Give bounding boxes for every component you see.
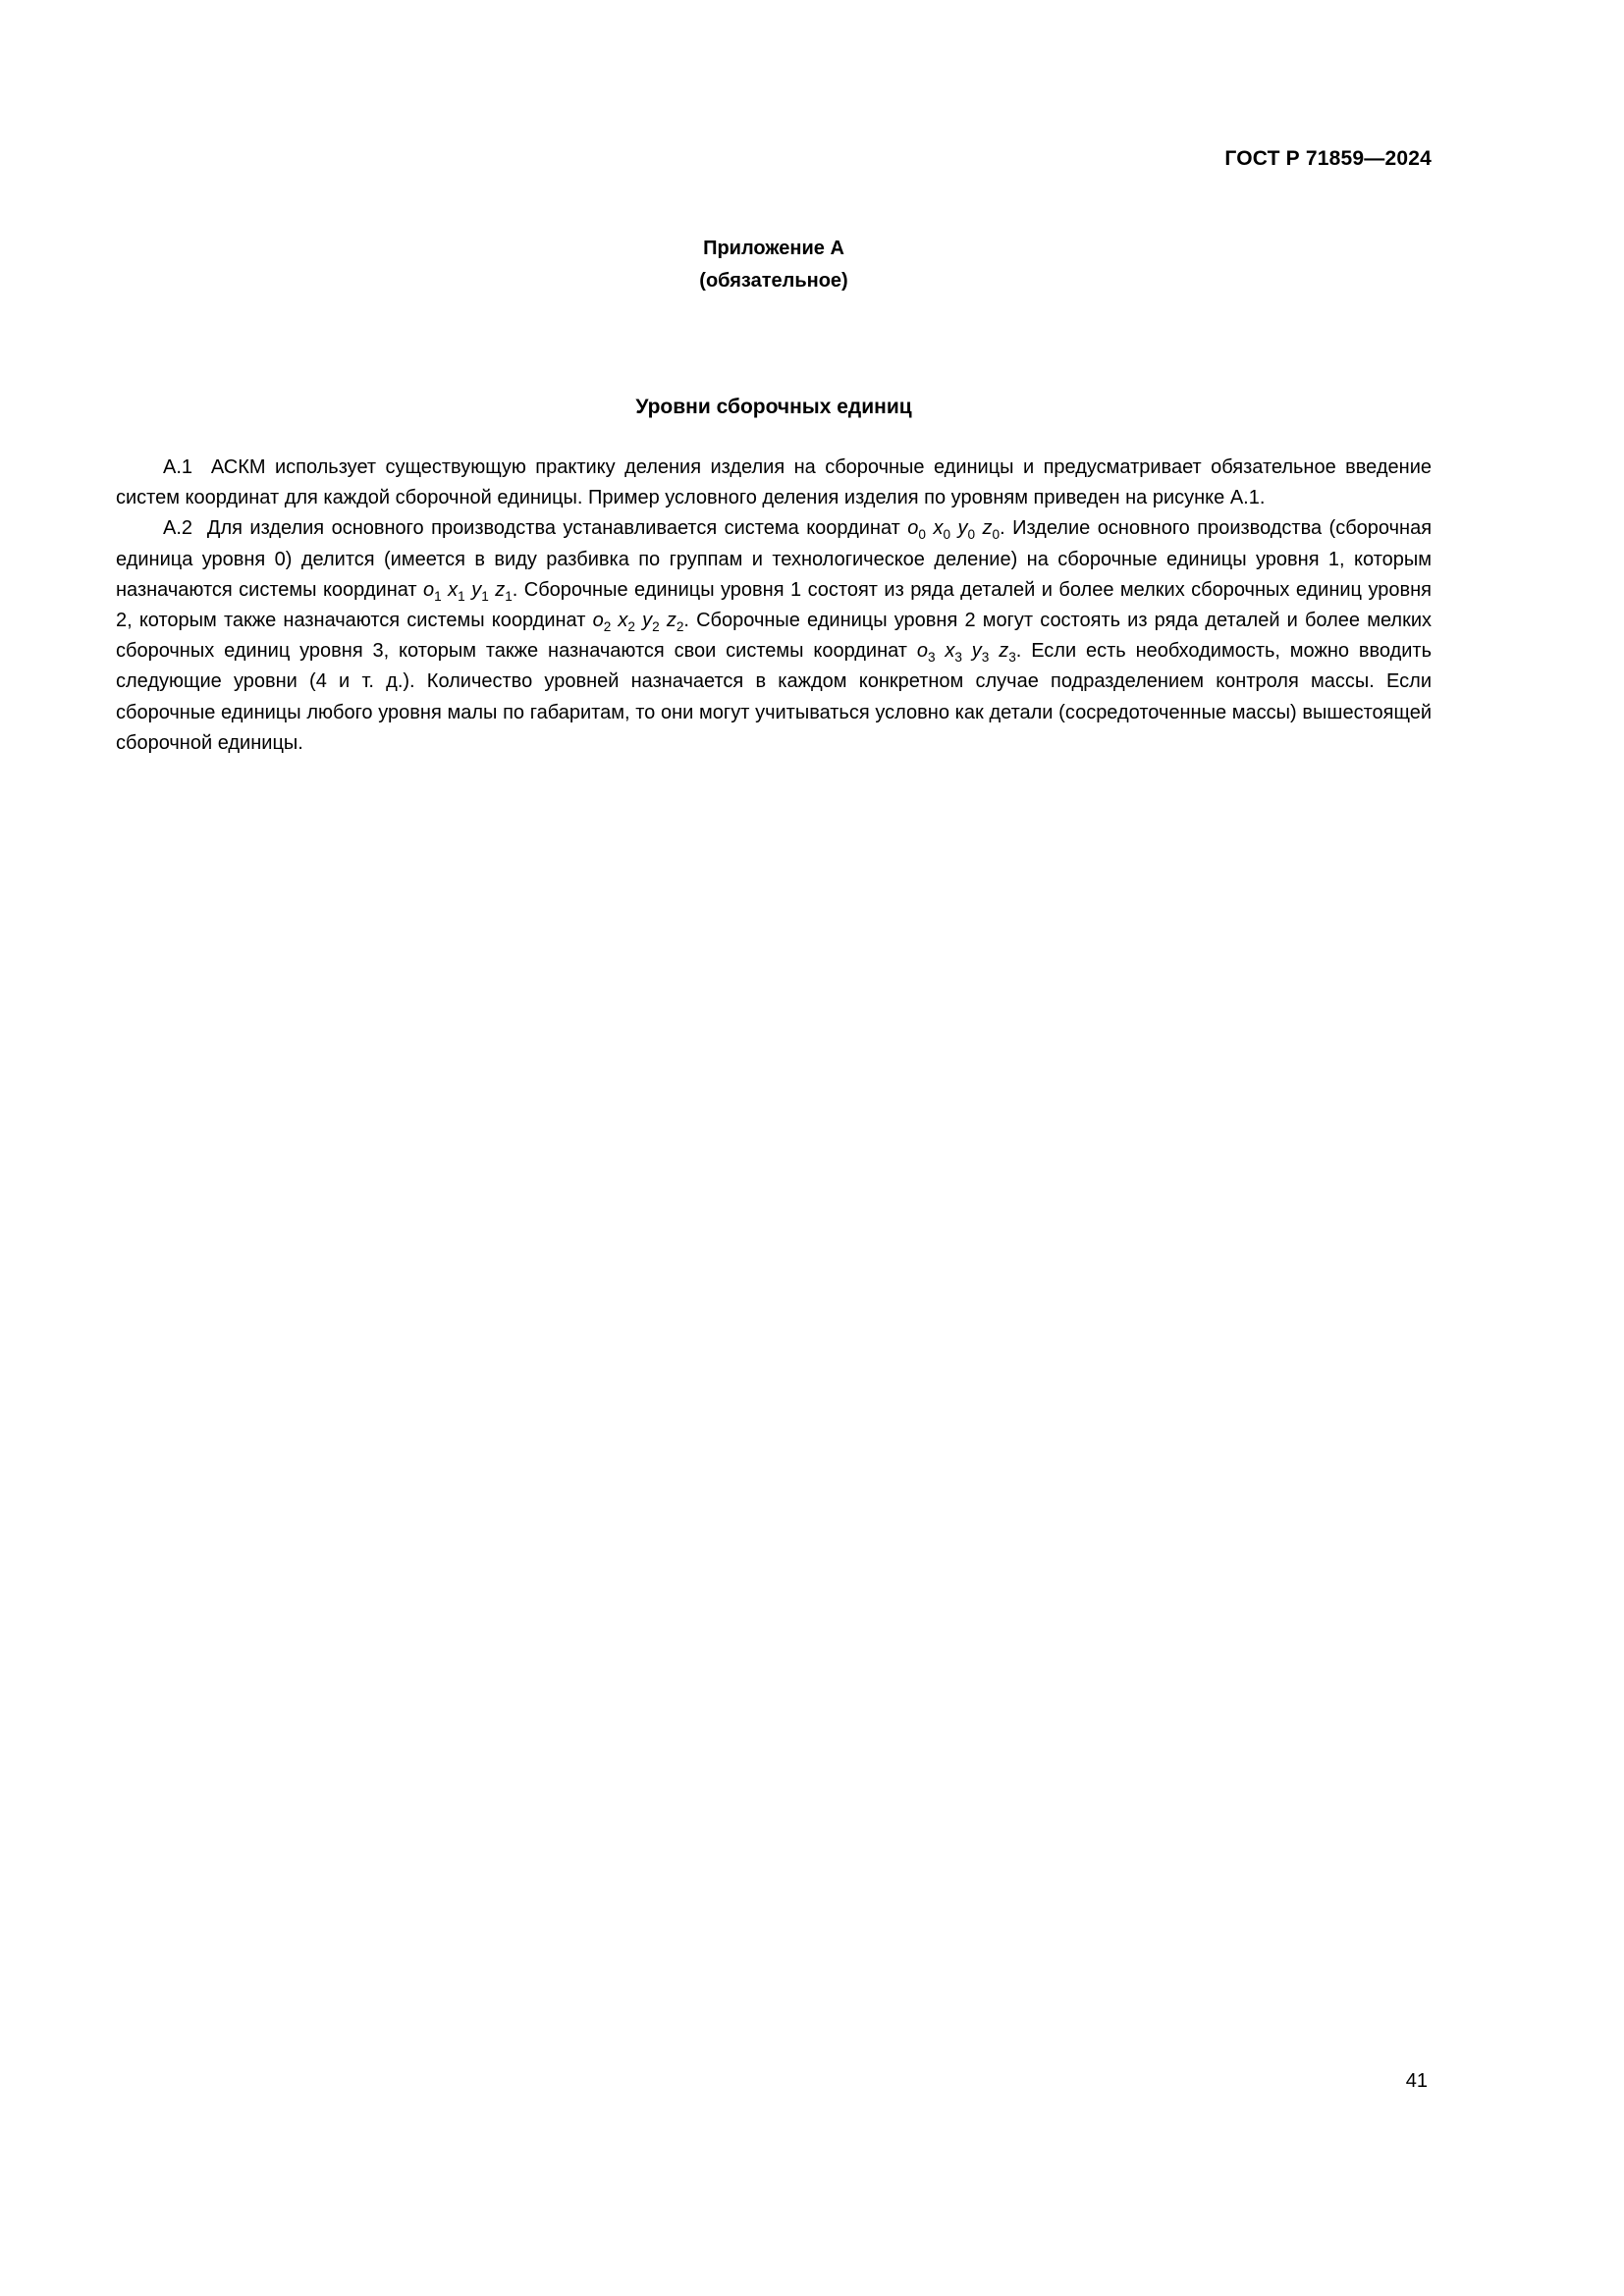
document-header-standard-number: ГОСТ Р 71859—2024 [1224, 147, 1432, 170]
paragraph-a1: А.1 АСКМ использует существующую практику деления изделия на сборочные единицы и предусматривает обязательное введение систем координат для каждой сборочной единицы. Пример условного деления изделия по уровням приведен на рисунке А.1. [116, 456, 1432, 509]
appendix-subtitle: (обязательное) [699, 270, 848, 292]
appendix-heading [116, 233, 1432, 297]
page-number: 41 [1405, 2070, 1428, 2092]
body-text [116, 453, 1432, 759]
section-title: Уровни сборочных единиц [635, 396, 912, 418]
appendix-title: Приложение А [703, 238, 844, 259]
paragraph-a2: А.2 Для изделия основного производства устанавливается система координат $o_0$ $x_0$ $y_0$ $z_0$. Изделие основного производства (сборочная единица уровня 0) делится (имеется в виду разбивка по группам и технологическое деление) на сборочные единицы уровня 1, которым назначаются системы координат $o_1$ $x_1$ $y_1$ $z_1$. Сборочные единицы уровня 1 состоят из ряда деталей и более мелких сборочных единиц уровня 2, которым также назначаются системы координат $o_2$ $x_2$ $y_2$ $z_2$. Сборочные единицы уровня 2 могут состоять из ряда деталей и более мелких сборочных единиц уровня 3, которым также назначаются свои системы координат $o_3$ $x_3$ $y_3$ $z_3$. Если есть необходимость, можно вводить следующие уровни (4 и т. д.). Количество уровней назначается в каждом конкретном случае подразделением контроля массы. Если сборочные единицы любого уровня малы по габаритам, то они могут учитываться условно как детали (сосредоточенные массы) вышестоящей сборочной единицы. [116, 517, 1433, 754]
